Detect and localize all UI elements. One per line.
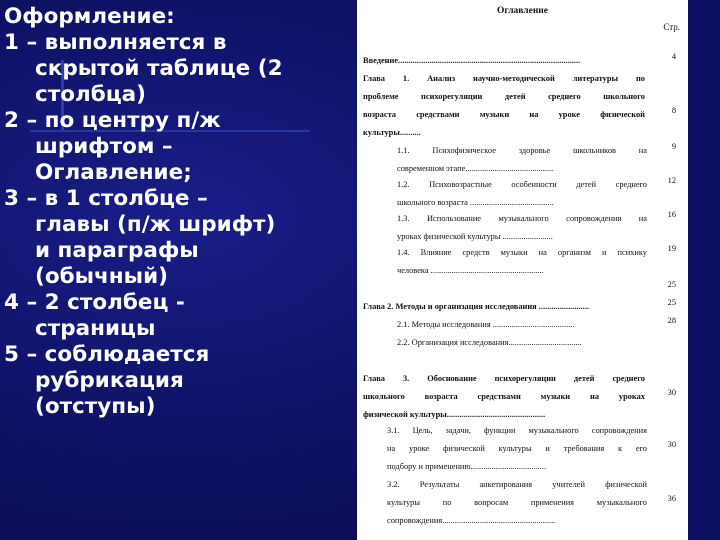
toc-entry-line: школьного возраста средствами музыки на уроках [363, 392, 645, 401]
instruction-line: главы (п/ж шрифт) [35, 212, 276, 237]
toc-entry-line: Введение....................................................................................... [363, 56, 581, 65]
instruction-line: Оформление: [4, 4, 175, 29]
toc-entry [363, 52, 645, 70]
right-margin [688, 0, 720, 540]
toc-entry-line: человека ...................................................... [397, 266, 544, 275]
toc-entry-line: культуры.......... [363, 128, 421, 137]
page-column-header: Стр. [663, 22, 680, 32]
instruction-line: рубрикация [35, 368, 184, 393]
toc-entry [363, 70, 645, 142]
instruction-line: 5 – соблюдается [4, 342, 210, 367]
instruction-line: (отступы) [35, 394, 156, 419]
toc-entry [387, 476, 647, 530]
toc-entry-line: школьного возраста ........................................ [397, 198, 554, 207]
toc-entry-line: 2.1. Методы исследования ....................................... [397, 320, 575, 329]
instruction-line: 3 – в 1 столбце – [4, 186, 208, 211]
toc-page-number: 30 [667, 440, 676, 449]
toc-page-number: 25 [667, 298, 676, 307]
toc-page-number: 25 [667, 280, 676, 289]
toc-entry-line: проблеме психорегуляции детей среднего школьного [363, 92, 645, 101]
toc-entry-line: 2.2. Организация исследования................................... [397, 338, 582, 347]
toc-page-number: 9 [671, 142, 676, 151]
toc-page-number: 8 [671, 106, 676, 115]
instruction-line: (обычный) [35, 264, 168, 289]
instruction-line: страницы [35, 316, 156, 341]
toc-entry-line: возраста средствами музыки на уроке физической [363, 110, 645, 119]
toc-page-number: 30 [667, 388, 676, 397]
toc-entry-line: Глава 1. Анализ научно-методической литературы по [363, 74, 645, 83]
toc-entry-line: 1.1. Психофизическое здоровье школьников на [397, 146, 647, 155]
instruction-line: 1 – выполняется в [4, 30, 227, 55]
toc-entry-line: 1.3. Использование музыкального сопровождения на [397, 214, 647, 223]
toc-entry-line: культуры по вопросам применения музыкального [387, 498, 647, 507]
toc-entry [387, 422, 647, 476]
toc-entry [397, 334, 647, 352]
toc-entry [397, 244, 647, 280]
toc-entry-line: Глава 2. Методы и организация исследования ........................ [363, 302, 590, 311]
formatting-instructions [4, 4, 344, 420]
instruction-line: 4 – 2 столбец - [4, 290, 185, 315]
toc-entry [363, 298, 645, 316]
toc-entry-line: физической культуры............................................... [363, 410, 546, 419]
toc-page-number: 12 [667, 176, 676, 185]
instruction-line: скрытой таблице (2 [35, 56, 283, 81]
instruction-line: шрифтом – [35, 134, 173, 159]
document-title: Оглавление [496, 6, 549, 16]
toc-entry-line: современном этапе.......................................... [397, 164, 554, 173]
toc-entry-line: на уроке физической культуры и требования к его [387, 444, 647, 453]
toc-entry-line: уроках физической культуры ........................ [397, 232, 553, 241]
instruction-line: и параграфы [35, 238, 199, 263]
toc-entry [397, 210, 647, 246]
instruction-line: столбца) [35, 82, 147, 107]
toc-entry [397, 316, 647, 334]
document-page [357, 0, 688, 540]
toc-page-number: 16 [667, 210, 676, 219]
toc-entry-line: 3.2. Результаты анкетирования учителей физической [387, 480, 647, 489]
instruction-line: 2 – по центру п/ж [4, 108, 221, 133]
toc-entry [397, 142, 647, 178]
toc-page-number: 36 [667, 494, 676, 503]
toc-page-number: 4 [671, 52, 676, 61]
toc-page-number: 28 [667, 316, 676, 325]
toc-entry-line: 1.4. Влияние средств музыки на организм и психику [397, 248, 647, 257]
toc-page-number: 19 [667, 244, 676, 253]
instruction-line: Оглавление; [35, 160, 192, 185]
toc-entry-line: Глава 3. Обоснование психорегуляции детей среднего [363, 374, 645, 383]
toc-entry-line: 3.1. Цель, задачи, функции музыкального сопровождения [387, 426, 647, 435]
toc-entry-line: сопровождения...................................................... [387, 516, 556, 525]
toc-entry [363, 370, 645, 424]
toc-entry [397, 176, 647, 212]
toc-entry-line: 1.2. Психовозрастные особенности детей среднего [397, 180, 647, 189]
toc-entry-line: подбору и применению.................................... [387, 462, 547, 471]
